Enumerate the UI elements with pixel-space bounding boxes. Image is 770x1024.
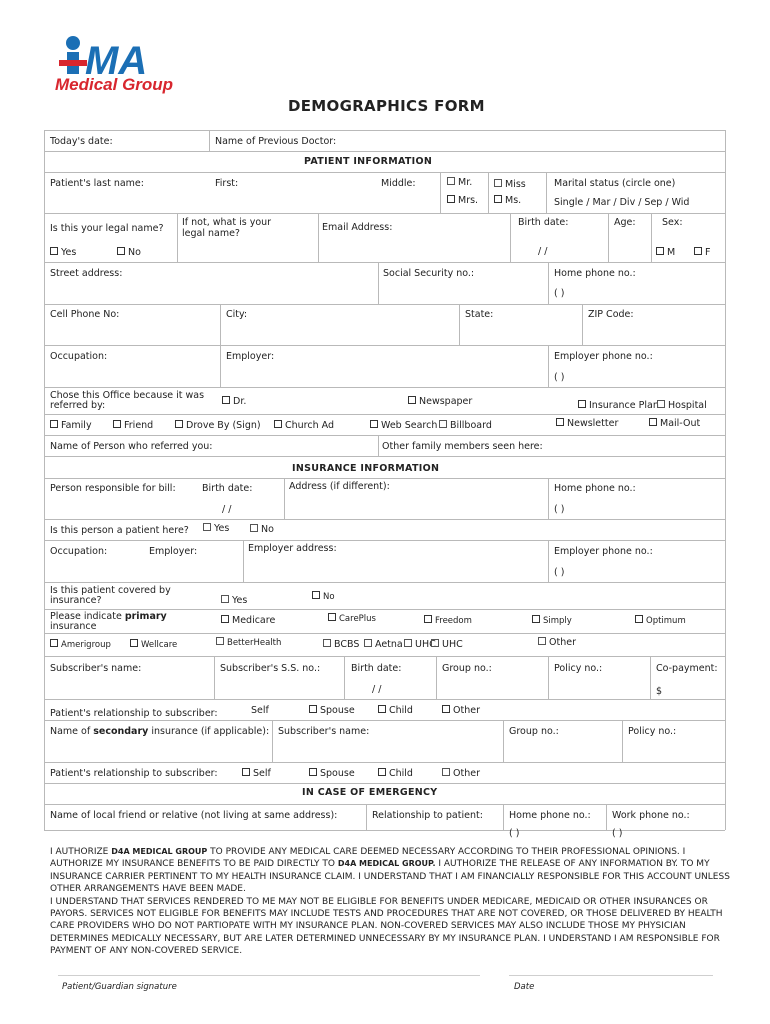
employer-phone-label[interactable]: Employer phone no.: <box>554 351 653 362</box>
secondary-relationship-label: Patient's relationship to subscriber: <box>50 768 218 779</box>
marital-status-label: Marital status (circle one) <box>554 178 676 189</box>
form-title: DEMOGRAPHICS FORM <box>288 97 485 115</box>
emergency-work-phone-label[interactable]: Work phone no.: <box>612 810 690 821</box>
checkbox-icon <box>649 418 657 426</box>
local-friend-label[interactable]: Name of local friend or relative (not living at same address): <box>50 810 338 821</box>
is-patient-question: Is this person a patient here? <box>50 525 189 536</box>
covered-no-checkbox[interactable]: No <box>312 591 335 603</box>
emergency-work-phone-parens: ( ) <box>612 828 623 839</box>
signature-line[interactable] <box>58 975 480 976</box>
referral-drove-by-checkbox[interactable]: Drove By (Sign) <box>175 420 261 431</box>
insurance-uhc2-checkbox[interactable]: UHC <box>431 639 463 650</box>
referral-insurance-plan-checkbox[interactable]: Insurance Plan <box>578 400 659 411</box>
svg-text:MA: MA <box>85 39 148 83</box>
street-label[interactable]: Street address: <box>50 268 123 279</box>
referral-dr-checkbox[interactable]: Dr. <box>222 396 246 407</box>
checkbox-icon <box>378 705 386 713</box>
legal-name-yes-checkbox[interactable]: Yes <box>50 247 76 258</box>
sex-label: Sex: <box>662 217 683 228</box>
checkbox-icon <box>50 639 58 647</box>
subscriber-birth-date-slashes: / / <box>372 684 382 695</box>
responsible-birth-date-slashes: / / <box>222 504 232 515</box>
insurance-medicare-checkbox[interactable]: Medicare <box>221 615 275 626</box>
employer-label[interactable]: Employer: <box>226 351 275 362</box>
relationship-child-checkbox[interactable]: Child <box>378 705 413 716</box>
home-phone-label[interactable]: Home phone no.: <box>554 268 636 279</box>
if-not-label-2: legal name? <box>182 228 240 239</box>
birth-date-label[interactable]: Birth date: <box>518 217 569 228</box>
authorization-paragraph-2: I UNDERSTAND THAT SERVICES RENDERED TO ME MAY NOT BE ELIGIBLE FOR BENEFITS UNDER MEDICARE, MEDICAID OR OTHER INSURANCES OR PAYORS. SERVICES NOT ELIGIBLE FOR BENEFITS MAY INCLUDE TESTS AND PROCEDURES THAT ARE NOT COVERED, OR THOSE DELIVERED BY HEALTH CARE PROVIDERS WHO DO NOT PARTIOPATE WITH MY INSURANCE PLAN. NON-COVERED SERVICES MAY ALSO INCLUDE THOSE MY PHYSICIAN DETERMINES MEDICALLY NECESSARY, BUT ARE LATER DETERMINED UNNECESSARY BY MY INSURANCE PLAN. I UNDERSTAND I AM RESPONSIBLE FOR PAYMENT OF ANY NON-COVERED SERVICE. <box>50 896 723 957</box>
checkbox-icon <box>203 523 211 531</box>
birth-date-slashes: / / <box>538 246 548 257</box>
age-label[interactable]: Age: <box>614 217 636 228</box>
insurance-simply-checkbox[interactable]: Simply <box>532 615 572 627</box>
primary-insurance-label-2: insurance <box>50 621 97 632</box>
checkbox-icon <box>309 768 317 776</box>
checkbox-icon <box>222 396 230 404</box>
referral-church-ad-checkbox[interactable]: Church Ad <box>274 420 334 431</box>
todays-date-label: Today's date: <box>50 136 113 147</box>
checkbox-icon <box>50 247 58 255</box>
checkbox-icon <box>216 637 224 645</box>
email-label[interactable]: Email Address: <box>322 222 393 233</box>
address-different-label[interactable]: Address (if different): <box>289 481 390 492</box>
referral-billboard-checkbox[interactable]: Billboard <box>439 420 492 431</box>
responsible-label[interactable]: Person responsible for bill: <box>50 483 176 494</box>
checkbox-icon <box>328 613 336 621</box>
employer-address-label[interactable]: Employer address: <box>248 543 337 554</box>
secondary-other-checkbox[interactable]: Other <box>442 768 480 779</box>
logo-subtitle: Medical Group <box>55 75 174 94</box>
zip-label[interactable]: ZIP Code: <box>588 309 634 320</box>
covered-question-1: Is this patient covered by <box>50 585 171 596</box>
relationship-self-option[interactable]: Self <box>251 705 269 716</box>
insurance-aetna-checkbox[interactable]: Aetna <box>364 639 403 650</box>
checkbox-icon <box>130 639 138 647</box>
checkbox-icon <box>408 396 416 404</box>
sex-m-checkbox[interactable]: M <box>656 247 675 258</box>
checkbox-icon <box>242 768 250 776</box>
subscriber-birth-date-label[interactable]: Birth date: <box>351 663 402 674</box>
checkbox-icon <box>175 420 183 428</box>
referral-family-checkbox[interactable]: Family <box>50 420 92 431</box>
responsible-employer-phone-parens: ( ) <box>554 567 565 578</box>
legal-name-no-checkbox[interactable]: No <box>117 247 141 258</box>
emergency-relationship-label[interactable]: Relationship to patient: <box>372 810 483 821</box>
emergency-heading: IN CASE OF EMERGENCY <box>302 787 438 798</box>
signature-label: Patient/Guardian signature <box>62 982 177 992</box>
referral-mailout-checkbox[interactable]: Mail-Out <box>649 418 700 429</box>
logo <box>55 28 215 98</box>
referral-web-search-checkbox[interactable]: Web Search <box>370 420 437 431</box>
relationship-other-checkbox[interactable]: Other <box>442 705 480 716</box>
checkbox-icon <box>578 400 586 408</box>
checkbox-icon <box>274 420 282 428</box>
checkbox-icon <box>431 639 439 647</box>
previous-doctor-label: Name of Previous Doctor: <box>215 136 337 147</box>
responsible-home-phone-parens: ( ) <box>554 504 565 515</box>
insurance-uhc-checkbox[interactable]: UHC <box>404 639 436 650</box>
middle-name-label[interactable]: Middle: <box>381 178 416 189</box>
copayment-dollar: $ <box>656 686 663 697</box>
checkbox-icon <box>635 615 643 623</box>
primary-insurance-label-1: Please indicate primary <box>50 611 167 622</box>
checkbox-icon <box>656 247 664 255</box>
checkbox-icon <box>113 420 121 428</box>
subscriber-ssn-label[interactable]: Subscriber's S.S. no.: <box>220 663 321 674</box>
covered-question-2: insurance? <box>50 595 102 606</box>
mrs-checkbox[interactable]: Mrs. <box>447 195 478 206</box>
checkbox-icon <box>538 637 546 645</box>
insurance-amerigroup-checkbox[interactable]: Amerigroup <box>50 639 111 651</box>
referral-newspaper-checkbox[interactable]: Newspaper <box>408 396 472 407</box>
is-patient-no-checkbox[interactable]: No <box>250 524 274 535</box>
checkbox-icon <box>370 420 378 428</box>
other-family-label[interactable]: Other family members seen here: <box>382 441 543 452</box>
referral-newsletter-checkbox[interactable]: Newsletter <box>556 418 618 429</box>
secondary-spouse-checkbox[interactable]: Spouse <box>309 768 355 779</box>
mr-checkbox[interactable]: Mr. <box>447 177 472 188</box>
policy-no-label[interactable]: Policy no.: <box>554 663 603 674</box>
if-not-label-1: If not, what is your <box>182 217 272 228</box>
ms-checkbox[interactable]: Ms. <box>494 195 521 206</box>
is-patient-yes-checkbox[interactable]: Yes <box>203 523 229 534</box>
insurance-wellcare-checkbox[interactable]: Wellcare <box>130 639 177 651</box>
chose-office-label-2: referred by: <box>50 400 106 411</box>
checkbox-icon <box>50 420 58 428</box>
legal-name-question: Is this your legal name? <box>50 223 164 234</box>
cell-phone-label[interactable]: Cell Phone No: <box>50 309 120 320</box>
referral-hospital-checkbox[interactable]: Hospital <box>657 400 707 411</box>
checkbox-icon <box>447 195 455 203</box>
checkbox-icon <box>494 195 502 203</box>
state-label[interactable]: State: <box>465 309 494 320</box>
checkbox-icon <box>556 418 564 426</box>
group-no-label[interactable]: Group no.: <box>442 663 492 674</box>
checkbox-icon <box>250 524 258 532</box>
secondary-self-checkbox[interactable]: Self <box>242 768 271 779</box>
checkbox-icon <box>447 177 455 185</box>
marital-options[interactable]: Single / Mar / Div / Sep / Wid <box>554 197 690 208</box>
responsible-employer-phone-label[interactable]: Employer phone no.: <box>554 546 653 557</box>
sex-f-checkbox[interactable]: F <box>694 247 710 258</box>
responsible-birth-date-label[interactable]: Birth date: <box>202 483 253 494</box>
insurance-careplus-checkbox[interactable]: CarePlus <box>328 613 376 625</box>
checkbox-icon <box>312 591 320 599</box>
secondary-group-no-label[interactable]: Group no.: <box>509 726 559 737</box>
checkbox-icon <box>439 420 447 428</box>
relationship-label: Patient's relationship to subscriber: <box>50 708 218 719</box>
checkbox-icon <box>117 247 125 255</box>
relationship-spouse-checkbox[interactable]: Spouse <box>309 705 355 716</box>
checkbox-icon <box>404 639 412 647</box>
emergency-home-phone-parens: ( ) <box>509 828 520 839</box>
city-label[interactable]: City: <box>226 309 248 320</box>
patient-info-heading: PATIENT INFORMATION <box>304 156 433 167</box>
emergency-home-phone-label[interactable]: Home phone no.: <box>509 810 591 821</box>
checkbox-icon <box>364 639 372 647</box>
date-label: Date <box>514 982 535 992</box>
subscriber-name-label[interactable]: Subscriber's name: <box>50 663 142 674</box>
checkbox-icon <box>532 615 540 623</box>
checkbox-icon <box>309 705 317 713</box>
referral-friend-checkbox[interactable]: Friend <box>113 420 153 431</box>
checkbox-icon <box>442 705 450 713</box>
occupation-label[interactable]: Occupation: <box>50 351 108 362</box>
authorization-paragraph-1: I AUTHORIZE D4A MEDICAL GROUP TO PROVIDE ANY MEDICAL CARE DEEMED NECESSARY ACCORDING TO THEIR PROFESSIONAL OPINIONS. I AUTHORIZE MY INSURANCE BENEFITS TO BE PAID DIRECTLY TO D4A MEDICAL GROUP. I AUTHORIZE THE RELEASE OF ANY INFORMATION BY. TO MY INSURANCE CARRIER PERTINENT TO MY HEALTH INSURANCE CLAIM. I UNDERSTAND THAT I AM FINANCIALLY RESPONSIBLE FOR THIS ACCOUNT UNLESS OTHER ARRANGEMENTS HAVE BEEN MADE. <box>50 847 730 895</box>
checkbox-icon <box>221 615 229 623</box>
chose-office-label-1: Chose this Office because it was <box>50 390 205 401</box>
insurance-other-checkbox[interactable]: Other <box>538 637 576 648</box>
last-name-label[interactable]: Patient's last name: <box>50 178 144 189</box>
insurance-bcbs-checkbox[interactable]: BCBS <box>323 639 359 650</box>
responsible-home-phone-label[interactable]: Home phone no.: <box>554 483 636 494</box>
responsible-employer-label[interactable]: Employer: <box>149 546 198 557</box>
insurance-info-heading: INSURANCE INFORMATION <box>292 463 440 474</box>
checkbox-icon <box>378 768 386 776</box>
first-name-label[interactable]: First: <box>215 178 239 189</box>
covered-yes-checkbox[interactable]: Yes <box>221 595 247 606</box>
referred-name-label[interactable]: Name of Person who referred you: <box>50 441 213 452</box>
secondary-child-checkbox[interactable]: Child <box>378 768 413 779</box>
checkbox-icon <box>657 400 665 408</box>
insurance-optimum-checkbox[interactable]: Optimum <box>635 615 686 627</box>
checkbox-icon <box>694 247 702 255</box>
secondary-policy-no-label[interactable]: Policy no.: <box>628 726 677 737</box>
employer-phone-parens: ( ) <box>554 372 565 383</box>
secondary-subscriber-name-label[interactable]: Subscriber's name: <box>278 726 370 737</box>
date-line[interactable] <box>509 975 713 976</box>
miss-checkbox[interactable]: Miss <box>494 179 526 190</box>
copayment-label[interactable]: Co-payment: <box>656 663 718 674</box>
insurance-betterhealth-checkbox[interactable]: BetterHealth <box>216 637 281 649</box>
checkbox-icon <box>442 768 450 776</box>
responsible-occupation-label[interactable]: Occupation: <box>50 546 108 557</box>
ssn-label[interactable]: Social Security no.: <box>383 268 475 279</box>
insurance-freedom-checkbox[interactable]: Freedom <box>424 615 472 627</box>
authorization-text <box>50 846 730 958</box>
checkbox-icon <box>424 615 432 623</box>
checkbox-icon <box>323 639 331 647</box>
secondary-insurance-label[interactable]: Name of secondary insurance (if applicable): <box>50 726 270 737</box>
checkbox-icon <box>494 179 502 187</box>
checkbox-icon <box>221 595 229 603</box>
home-phone-parens: ( ) <box>554 288 565 299</box>
